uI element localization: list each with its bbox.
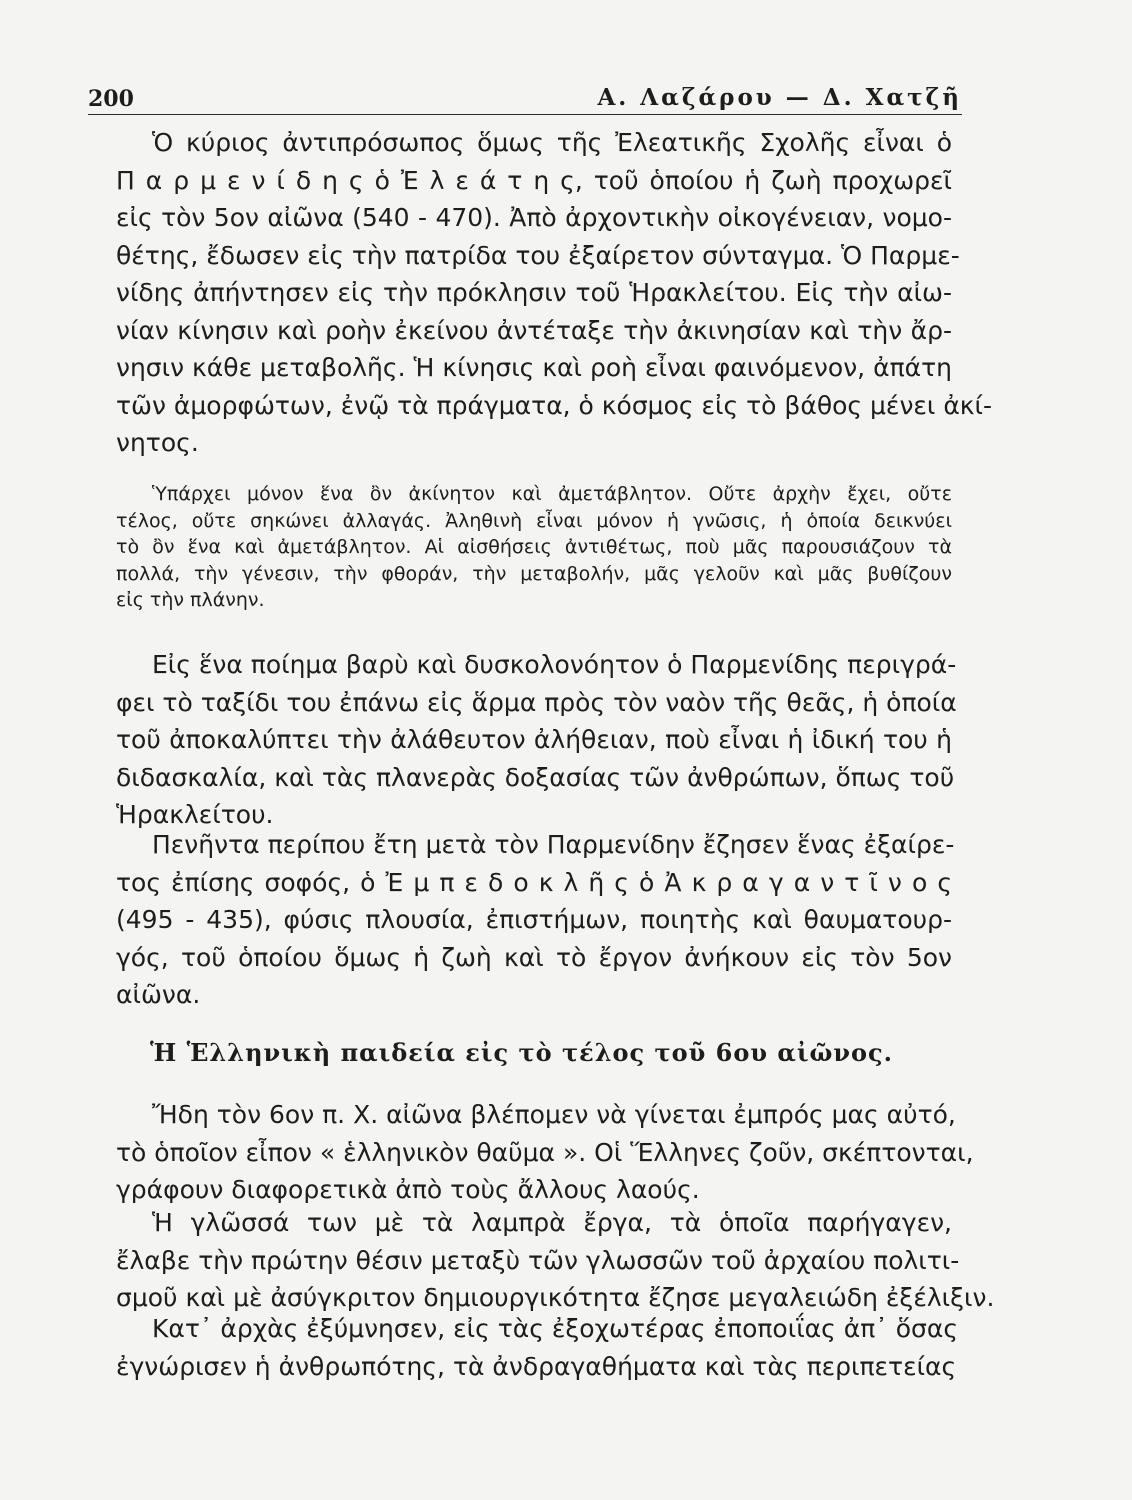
quote-block <box>116 485 952 618</box>
text-line: διδασκαλία, καὶ τὰς πλανερὰς δοξασίας τῶν ἀνθρώπων, ὅπως τοῦ <box>116 762 955 792</box>
text-line: νησιν κάθε μεταβολῆς. Ἡ κίνησις καὶ ροὴ εἶναι φαινόμενον, ἀπάτη <box>116 353 952 382</box>
paragraph-empedocles <box>116 830 955 1020</box>
text-line: Κατ᾽ ἀρχὰς ἐξύμνησεν, εἰς τὰς ἐξοχωτέρας ἐποποιΐας ἀπ᾽ ὅσας <box>152 1314 959 1343</box>
paragraph-parmenides-intro <box>116 128 993 468</box>
page-number: 200 <box>88 86 134 112</box>
text-line: νίαν κίνησιν καὶ ροὴν ἐκείνου ἀντέταξε τὴν ἀκινησίαν καὶ τὴν ἄρ- <box>116 315 952 345</box>
text-line: νητος. <box>116 428 199 457</box>
paragraph-epics <box>116 1314 959 1391</box>
text-line: θέτης, ἔδωσεν εἰς τὴν πατρίδα του ἐξαίρετον σύνταγμα. Ὁ Παρμε- <box>116 240 960 270</box>
text-line: φει τὸ ταξίδι του ἐπάνω εἰς ἅρμα πρὸς τὸν ναὸν τῆς θεᾶς, ἡ ὁποία <box>116 687 957 717</box>
text-line: Ὁ κύριος ἀντιπρόσωπος ὅμως τῆς Ἐλεατικῆς Σχολῆς εἶναι ὁ <box>152 128 952 157</box>
text-line: τῶν ἀμορφώτων, ἐνῷ τὰ πράγματα, ὁ κόσμος εἰς τὸ βάθος μένει ἀκί- <box>116 390 993 420</box>
quote-line: Ὑπάρχει μόνον ἕνα ὂν ἀκίνητον καὶ ἀμετάβλητον. Οὔτε ἀρχὴν ἔχει, οὔτε <box>152 483 952 505</box>
running-head: Α. Λαζάρου — Δ. Χατζῆ <box>597 84 962 111</box>
text-line: Ἡρακλείτου. <box>116 800 274 829</box>
section-heading: Ἡ Ἑλληνικὴ παιδεία εἰς τὸ τέλος τοῦ 6ου αἰῶνος. <box>150 1038 893 1067</box>
text-line: ἔλαβε τὴν πρώτην θέσιν μεταξὺ τῶν γλωσσῶν τοῦ ἀρχαίου πολιτι- <box>116 1245 960 1275</box>
quote-line: εἰς τὴν πλάνην. <box>116 589 265 612</box>
text-line: Ἤδη τὸν 6ον π. Χ. αἰῶνα βλέπομεν νὰ γίνεται ἐμπρός μας αὐτό, <box>152 1100 956 1129</box>
text-line: νίδης ἀπήντησεν εἰς τὴν πρόκλησιν τοῦ Ἡρακλείτου. Εἰς τὴν αἰω- <box>116 278 952 307</box>
text-line: τοῦ ἀποκαλύπτει τὴν ἀλάθευτον ἀλήθειαν, ποὺ εἶναι ἡ ἰδική του ἡ <box>116 725 952 754</box>
paragraph-greek-miracle <box>116 1100 974 1215</box>
text-line: Πενῆντα περίπου ἔτη μετὰ τὸν Παρμενίδην ἔζησεν ἕνας ἐξαίρε- <box>152 830 955 859</box>
text-line: αἰῶνα. <box>116 980 201 1009</box>
paragraph-language <box>116 1208 995 1323</box>
text-line: ἐγνώρισεν ἡ ἀνθρωπότης, τὰ ἀνδραγαθήματα καὶ τὰς περιπετείας <box>116 1351 957 1381</box>
text-line: (495 - 435), φύσις πλουσία, ἐπιστήμων, ποιητὴς καὶ θαυματουρ- <box>116 905 952 934</box>
text-line: τος ἐπίσης σοφός, ὁ Ἐ μ π ε δ ο κ λ ῆ ς ὁ Ἀ κ ρ α γ α ν τ ῖ ν ο ς <box>116 867 952 897</box>
text-line: Π α ρ μ ε ν ί δ η ς ὁ Ἐ λ ε ά τ η ς, τοῦ ὁποίου ἡ ζωὴ προχωρεῖ <box>116 165 952 195</box>
paragraph-poem <box>116 650 957 840</box>
quote-line: πολλά, τὴν γένεσιν, τὴν φθοράν, τὴν μεταβολήν, μᾶς γελοῦν καὶ μᾶς βυθίζουν <box>116 562 952 585</box>
text-line: γράφουν διαφορετικὰ ἀπὸ τοὺς ἄλλους λαούς. <box>116 1175 700 1204</box>
text-line: γός, τοῦ ὁποίου ὅμως ἡ ζωὴ καὶ τὸ ἔργον ἀνήκουν εἰς τὸν 5ον <box>116 942 952 972</box>
text-line: σμοῦ καὶ μὲ ἀσύγκριτον δημιουργικότητα ἔζησε μεγαλειώδη ἐξέλιξιν. <box>116 1283 995 1312</box>
quote-line: τέλος, οὔτε σηκώνει ἀλλαγάς. Ἀληθινὴ εἶναι μόνον ἡ γνῶσις, ἡ ὁποία δεικνύει <box>116 509 952 532</box>
text-line: εἰς τὸν 5ον αἰῶνα (540 - 470). Ἀπὸ ἀρχοντικὴν οἰκογένειαν, νομο- <box>116 203 952 232</box>
text-line: τὸ ὁποῖον εἶπον « ἑλληνικὸν θαῦμα ». Οἱ Ἕλληνες ζοῦν, σκέπτονται, <box>116 1137 974 1167</box>
quote-line: τὸ ὂν ἕνα καὶ ἀμετάβλητον. Αἱ αἰσθήσεις ἀντιθέτως, ποὺ μᾶς παρουσιάζουν τὰ <box>116 536 952 559</box>
page-header <box>88 80 962 115</box>
text-line: Εἰς ἕνα ποίημα βαρὺ καὶ δυσκολονόητον ὁ Παρμενίδης περιγρά- <box>152 650 957 679</box>
text-line: Ἡ γλῶσσά των μὲ τὰ λαμπρὰ ἔργα, τὰ ὁποῖα παρήγαγεν, <box>152 1208 952 1237</box>
